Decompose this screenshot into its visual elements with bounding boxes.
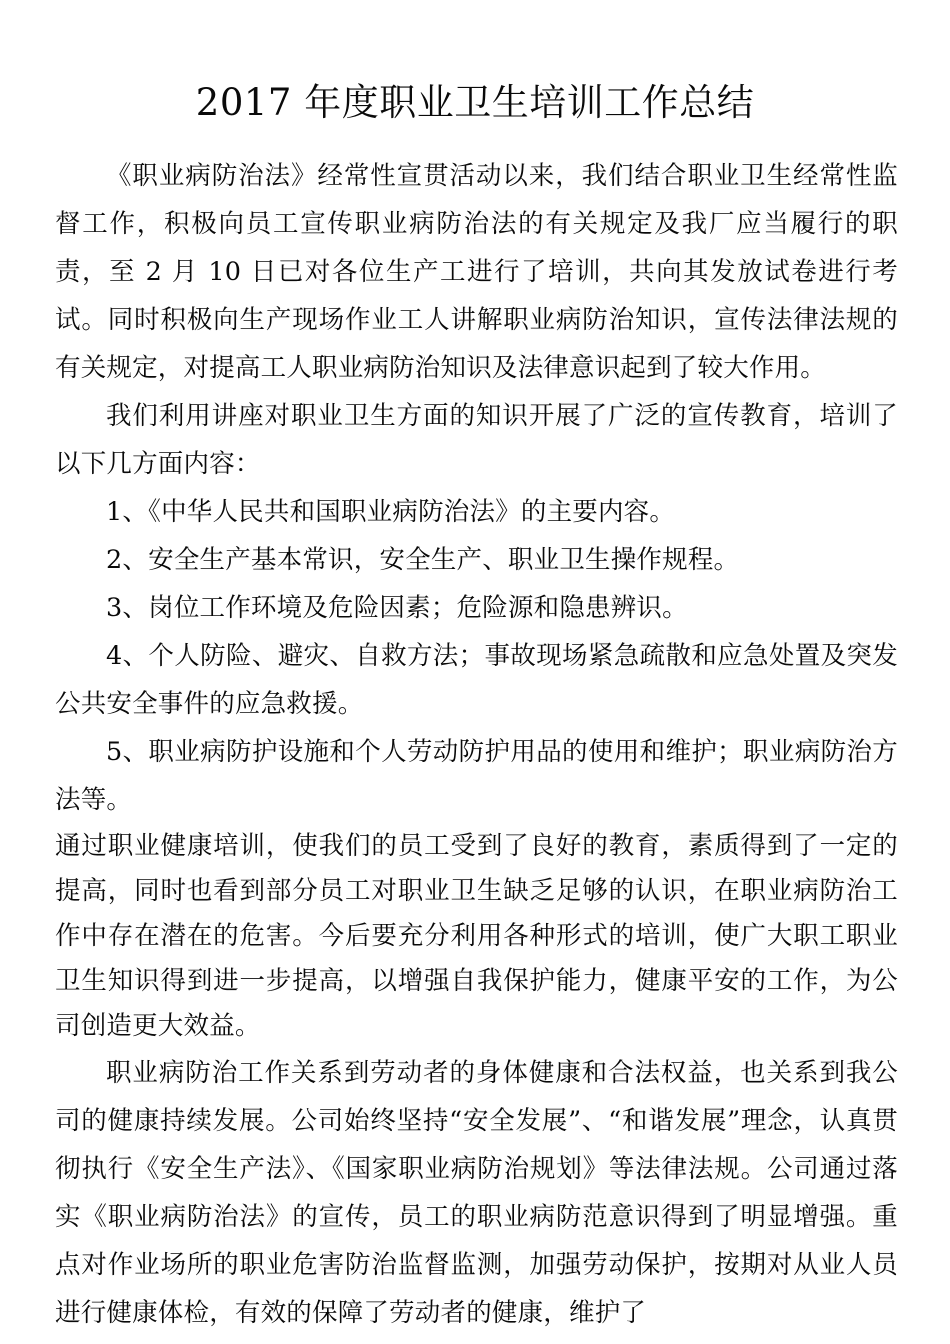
page-title: 2017 年度职业卫生培训工作总结 xyxy=(195,80,755,124)
paragraph-training-outcome: 通过职业健康培训，使我们的员工受到了良好的教育，素质得到了一定的提高，同时也看到部分员工对职业卫生缺乏足够的认识，在职业病防治工作中存在潜在的危害。今后要充分利用各种形式的培训，使广大职工职业卫生知识得到进一步提高，以增强自我保护能力，健康平安的工作，为公司创造更大效益。 xyxy=(55,831,898,1041)
list-item: 2、安全生产基本常识，安全生产、职业卫生操作规程。 xyxy=(106,545,740,575)
list-item: 3、岗位工作环境及危险因素；危险源和隐患辨识。 xyxy=(106,593,688,623)
paragraph-intro: 《职业病防治法》经常性宣贯活动以来，我们结合职业卫生经常性监督工作，积极向员工宣传职业病防治法的有关规定及我厂应当履行的职责，至 2 月 10 日已对各位生产工进行了培训，共向其发放试卷进行考试。同时积极向生产现场作业工人讲解职业病防治知识，宣传法律法规的有关规定，对提高工人职业病防治知识及法律意识起到了较大作用。 xyxy=(55,161,898,383)
paragraph-training-scope: 我们利用讲座对职业卫生方面的知识开展了广泛的宣传教育，培训了以下几方面内容： xyxy=(55,401,898,479)
list-item: 4、个人防险、避灾、自救方法；事故现场紧急疏散和应急处置及突发公共安全事件的应急救援。 xyxy=(55,641,898,719)
document-body xyxy=(55,152,898,1337)
paragraph-prevention-policy: 职业病防治工作关系到劳动者的身体健康和合法权益，也关系到我公司的健康持续发展。公司始终坚持“安全发展”、“和谐发展”理念，认真贯彻执行《安全生产法》、《国家职业病防治规划》等法律法规。公司通过落实《职业病防治法》的宣传，员工的职业病防范意识得到了明显增强。重点对作业场所的职业危害防治监督监测，加强劳动保护，按期对从业人员进行健康体检，有效的保障了劳动者的健康，维护了 xyxy=(55,1058,898,1328)
list-item: 5、职业病防护设施和个人劳动防护用品的使用和维护；职业病防治方法等。 xyxy=(55,737,898,815)
list-item: 1、《中华人民共和国职业病防治法》的主要内容。 xyxy=(106,497,676,527)
